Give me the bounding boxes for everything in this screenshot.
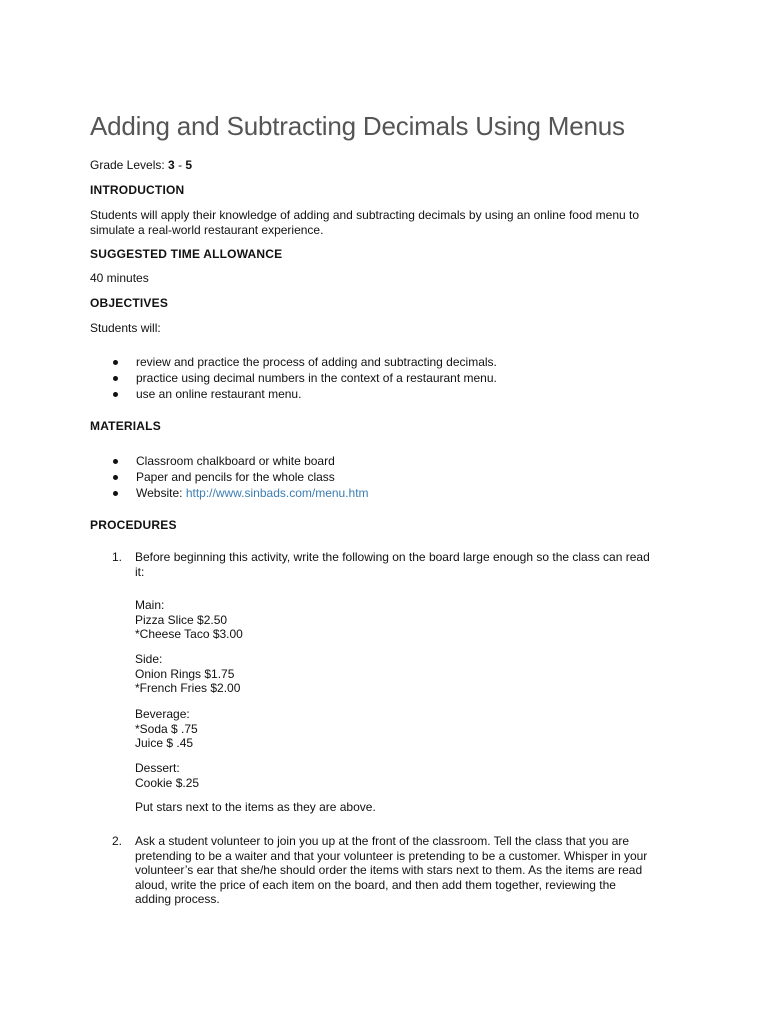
procedures-list bbox=[90, 550, 690, 920]
menu-section-label: Side: bbox=[135, 652, 163, 666]
step-line: volunteer’s ear that she/he should order the items with stars next to them. As the items are read bbox=[135, 863, 643, 878]
menu-item: Cookie $.25 bbox=[135, 775, 200, 790]
objectives-heading: OBJECTIVES bbox=[90, 296, 169, 310]
list-item: use an online restaurant menu. bbox=[90, 386, 497, 402]
introduction-text bbox=[90, 208, 639, 238]
introduction-line: Students will apply their knowledge of adding and subtracting decimals by using an online food menu to bbox=[90, 208, 640, 222]
step-1-text bbox=[135, 550, 680, 579]
bullet-icon bbox=[113, 459, 118, 464]
menu-section-label: Main: bbox=[135, 598, 165, 612]
website-label: Website: bbox=[136, 486, 186, 500]
list-item: Paper and pencils for the whole class bbox=[90, 469, 369, 485]
grade-to: 5 bbox=[185, 158, 193, 172]
step-line: adding process. bbox=[135, 892, 220, 907]
step-line: aloud, write the price of each item on the board, and then add them together, reviewing the bbox=[135, 877, 616, 892]
bullet-icon bbox=[113, 376, 118, 381]
menu-item: Onion Rings $1.75 bbox=[135, 666, 235, 681]
list-item-website bbox=[90, 485, 369, 501]
step-line: Before beginning this activity, write the following on the board large enough so the class can read bbox=[135, 550, 650, 564]
grade-from: 3 bbox=[168, 158, 175, 172]
materials-heading: MATERIALS bbox=[90, 419, 161, 433]
list-item: Classroom chalkboard or white board bbox=[90, 453, 369, 469]
step-1-note: Put stars next to the items as they are above. bbox=[135, 800, 376, 814]
step-line: it: bbox=[135, 564, 145, 579]
step-number: 1. bbox=[112, 550, 123, 564]
bullet-icon bbox=[113, 491, 118, 496]
step-line: pretending to be a waiter and that your volunteer is pretending to be a customer. Whisper in your bbox=[135, 848, 648, 863]
page-title: Adding and Subtracting Decimals Using Menus bbox=[90, 111, 625, 141]
menu-main bbox=[135, 598, 243, 642]
list-item: practice using decimal numbers in the context of a restaurant menu. bbox=[90, 370, 497, 386]
introduction-heading: INTRODUCTION bbox=[90, 183, 185, 197]
objectives-intro: Students will: bbox=[90, 321, 161, 335]
introduction-line: simulate a real-world restaurant experience. bbox=[90, 223, 324, 237]
menu-item: *French Fries $2.00 bbox=[135, 681, 241, 696]
menu-beverage bbox=[135, 707, 198, 751]
menu-section-label: Beverage: bbox=[135, 707, 190, 721]
website-link[interactable]: http://www.sinbads.com/menu.htm bbox=[185, 486, 369, 500]
grade-separator: - bbox=[174, 158, 186, 172]
procedures-heading: PROCEDURES bbox=[90, 518, 177, 532]
menu-side bbox=[135, 652, 240, 696]
time-value: 40 minutes bbox=[90, 271, 149, 285]
list-item: review and practice the process of adding and subtracting decimals. bbox=[90, 354, 497, 370]
menu-item: Pizza Slice $2.50 bbox=[135, 612, 228, 627]
objectives-list bbox=[90, 354, 497, 402]
bullet-icon bbox=[113, 392, 118, 397]
menu-item: *Cheese Taco $3.00 bbox=[135, 627, 243, 642]
bullet-icon bbox=[113, 475, 118, 480]
step-line: Ask a student volunteer to join you up at the front of the classroom. Tell the class that you are bbox=[135, 834, 630, 848]
menu-section-label: Dessert: bbox=[135, 761, 180, 775]
menu-dessert bbox=[135, 761, 199, 790]
bullet-icon bbox=[113, 360, 118, 365]
step-number: 2. bbox=[112, 834, 123, 848]
materials-list bbox=[90, 453, 369, 501]
time-heading: SUGGESTED TIME ALLOWANCE bbox=[90, 247, 283, 261]
menu-item: Juice $ .45 bbox=[135, 736, 194, 751]
grade-levels bbox=[90, 158, 192, 173]
grade-label: Grade Levels: bbox=[90, 158, 169, 172]
step-2-text bbox=[135, 834, 680, 907]
menu-item: *Soda $ .75 bbox=[135, 721, 198, 736]
